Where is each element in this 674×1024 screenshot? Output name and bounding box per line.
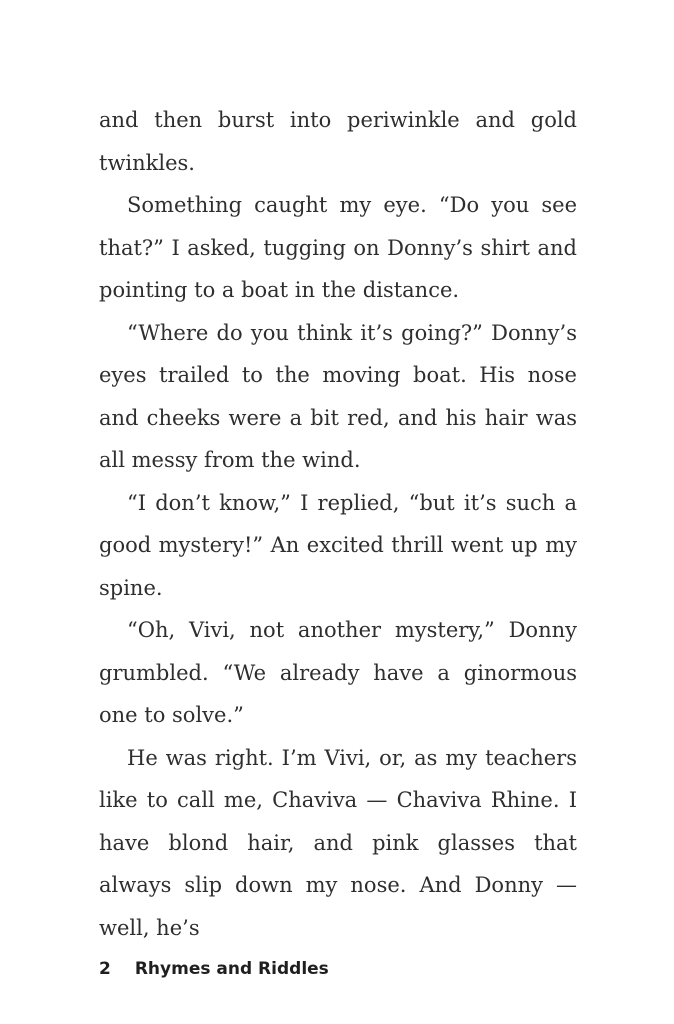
page-number: 2 [99, 959, 111, 979]
page-text [99, 99, 577, 949]
page-footer [99, 959, 329, 979]
running-title: Rhymes and Riddles [134, 959, 329, 979]
paragraph: “Oh, Vivi, not another mystery,” Donny grumbled. “We already have a ginormous one to solve.” [99, 618, 577, 727]
paragraph: Something caught my eye. “Do you see that?” I asked, tugging on Donny’s shirt and pointing to a boat in the distance. [99, 193, 577, 302]
paragraph: He was right. I’m Vivi, or, as my teachers like to call me, Chaviva — Chaviva Rhine. I have blond hair, and pink glasses that always slip down my nose. And Donny — well, he’s [99, 745, 577, 940]
paragraph: “I don’t know,” I replied, “but it’s such a good mystery!” An excited thrill went up my spine. [99, 490, 577, 600]
paragraph: “Where do you think it’s going?” Donny’s eyes trailed to the moving boat. His nose and cheeks were a bit red, and his hair was all messy from the wind. [99, 320, 577, 472]
paragraph: and then burst into periwinkle and gold twinkles. [99, 108, 577, 175]
